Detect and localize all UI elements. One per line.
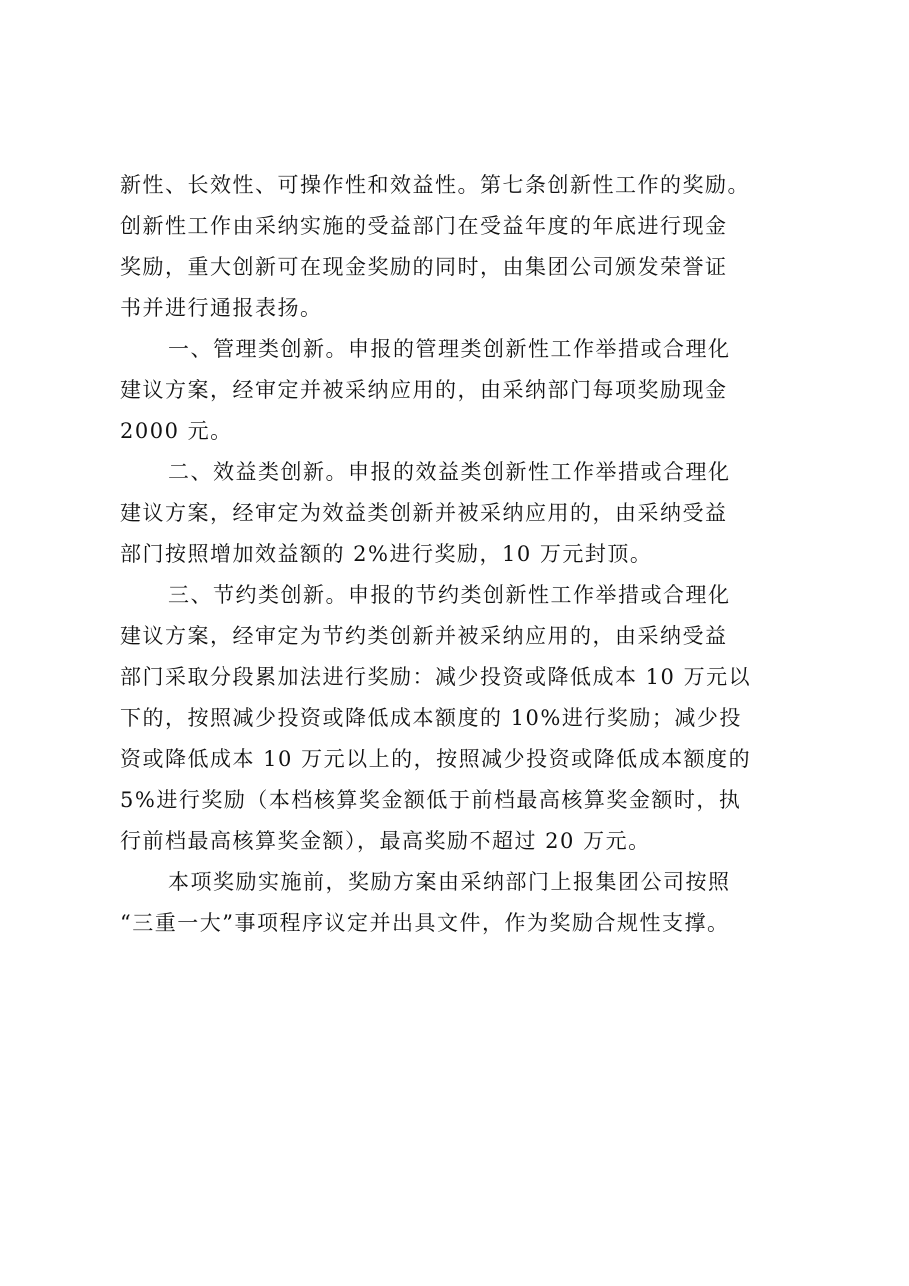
paragraph-start-management-innovation: 一、管理类创新。申报的管理类创新性工作举措或合理化 (168, 337, 731, 361)
text-line: 部门采取分段累加法进行奖励：减少投资或降低成本 10 万元以 (120, 665, 752, 689)
text-line: “三重一大”事项程序议定并出具文件，作为奖励合规性支撑。 (120, 911, 730, 935)
text-line: 资或降低成本 10 万元以上的，按照减少投资或降低成本额度的 (120, 747, 752, 771)
paragraph-start-saving-innovation: 三、节约类创新。申报的节约类创新性工作举措或合理化 (168, 583, 731, 607)
text-line: 2000 元。 (120, 419, 233, 443)
text-line: 书并进行通报表扬。 (120, 296, 323, 320)
text-line: 新性、长效性、可操作性和效益性。第七条创新性工作的奖励。 (120, 173, 750, 197)
text-line: 奖励，重大创新可在现金奖励的同时，由集团公司颁发荣誉证 (120, 255, 728, 279)
document-body (120, 165, 810, 944)
text-line: 5%进行奖励（本档核算奖金额低于前档最高核算奖金额时，执 (120, 788, 742, 812)
text-line: 建议方案，经审定并被采纳应用的，由采纳部门每项奖励现金 (120, 378, 728, 402)
text-line: 部门按照增加效益额的 2%进行奖励，10 万元封顶。 (120, 542, 653, 566)
text-line: 创新性工作由采纳实施的受益部门在受益年度的年底进行现金 (120, 214, 728, 238)
paragraph-start-implementation-note: 本项奖励实施前，奖励方案由采纳部门上报集团公司按照 (168, 870, 731, 894)
text-line: 建议方案，经审定为效益类创新并被采纳应用的，由采纳受益 (120, 501, 728, 525)
text-line: 行前档最高核算奖金额），最高奖励不超过 20 万元。 (120, 829, 651, 853)
text-line: 下的，按照减少投资或降低成本额度的 10%进行奖励；减少投 (120, 706, 742, 730)
paragraph-start-benefit-innovation: 二、效益类创新。申报的效益类创新性工作举措或合理化 (168, 460, 731, 484)
text-line: 建议方案，经审定为节约类创新并被采纳应用的，由采纳受益 (120, 624, 728, 648)
